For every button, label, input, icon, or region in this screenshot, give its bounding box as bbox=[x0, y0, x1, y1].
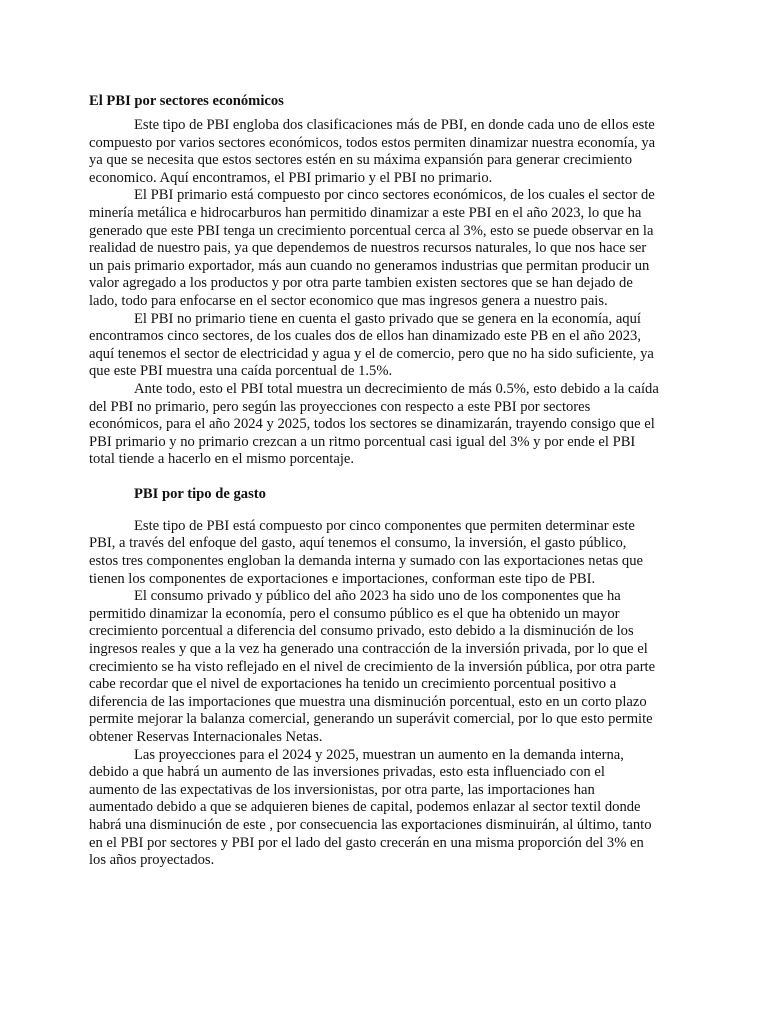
text-line: total tiende a hacerlo en el mismo porcentaje. bbox=[89, 451, 355, 468]
text-line: permite mejorar la balanza comercial, generando un superávit comercial, por lo que esto permite bbox=[89, 711, 653, 728]
text-line: Este tipo de PBI engloba dos clasificaciones más de PBI, en donde cada uno de ellos este bbox=[134, 117, 655, 133]
text-line: compuesto por varios sectores económicos, todos estos permiten dinamizar nuestra economía, ya bbox=[89, 134, 656, 151]
text-line: los años proyectados. bbox=[89, 852, 215, 869]
text-line: economico. Aquí encontramos, el PBI primario y el PBI no primario. bbox=[89, 169, 493, 186]
text-line: aquí tenemos el sector de electricidad y agua y el de comercio, pero que no ha sido suficiente, ya bbox=[89, 345, 654, 362]
text-line: realidad de nuestro pais, ya que dependemos de nuestros recursos naturales, lo que nos hace ser bbox=[89, 240, 647, 257]
text-line: habrá una disminución de este , por consecuencia las exportaciones disminuirán, al último, tanto bbox=[89, 816, 652, 833]
text-line: económicos, para el año 2024 y 2025, todos los sectores se dinamizarán, trayendo consigo que el bbox=[89, 416, 655, 433]
paragraph-intro-sectores bbox=[89, 117, 681, 187]
text-line: El consumo privado y público del año 2023 ha sido uno de los componentes que ha bbox=[134, 588, 621, 605]
text-line: Este tipo de PBI está compuesto por cinco componentes que permiten determinar este bbox=[134, 517, 635, 534]
text-line: El PBI primario está compuesto por cinco sectores económicos, de los cuales el sector de bbox=[134, 187, 655, 204]
text-line: un pais primario exportador, más aun cuando no generamos industrias que permitan producir un bbox=[89, 257, 650, 274]
text-line: PBI primario y no primario crezcan a un ritmo porcentual casi igual del 3% y por ende el PBI bbox=[89, 433, 636, 450]
text-line: cabe recordar que el nivel de exportaciones ha tenido un crecimiento porcentual positivo a bbox=[89, 676, 617, 693]
text-line: El PBI no primario tiene en cuenta el gasto privado que se genera en la economía, aquí bbox=[134, 310, 641, 327]
text-line: estos tres componentes engloban la demanda interna y sumado con las exportaciones netas que bbox=[89, 553, 643, 570]
paragraph-pbi-total bbox=[89, 381, 681, 469]
text-line: PBI, a través del enfoque del gasto, aquí tenemos el consumo, la inversión, el gasto público, bbox=[89, 535, 627, 552]
section-heading-gasto: PBI por tipo de gasto bbox=[134, 485, 266, 502]
text-line: Ante todo, esto el PBI total muestra un decrecimiento de más 0.5%, esto debido a la caída bbox=[134, 380, 659, 397]
text-line: debido a que habrá un aumento de las inversiones privadas, esto esta influenciado con el bbox=[89, 764, 605, 781]
text-line: diferencia de las importaciones que muestra una disminución porcentual, esto en un corto plazo bbox=[89, 693, 647, 710]
text-line: crecimiento se ha visto reflejado en el nivel de crecimiento de la inversión pública, por otra parte bbox=[89, 658, 656, 675]
text-line: ya que se necesita que estos sectores estén en su máxima expansión para generar crecimiento bbox=[89, 152, 632, 169]
text-line: crecimiento porcentual a diferencia del consumo privado, esto debido a la disminución de los bbox=[89, 623, 634, 640]
text-line: minería metálica e hidrocarburos han permitido dinamizar a este PBI en el año 2023, lo que ha bbox=[89, 204, 642, 221]
text-line: generado que este PBI tenga un crecimiento porcentual cerca al 3%, esto se puede observar en la bbox=[89, 222, 654, 239]
text-line: que este PBI muestra una caída porcentual de 1.5%. bbox=[89, 363, 393, 380]
text-line: encontramos cinco sectores, de los cuales dos de ellos han dinamizado este PB en el año 2023, bbox=[89, 328, 641, 345]
text-line: del PBI no primario, pero según las proyecciones con respecto a este PBI por sectores bbox=[89, 398, 591, 415]
document-body bbox=[89, 92, 681, 870]
text-line: ingresos reales y que a la vez ha generado una contracción de la inversión privada, por lo que el bbox=[89, 641, 648, 658]
section-heading-sectores: El PBI por sectores económicos bbox=[89, 93, 284, 109]
text-line: permitido dinamizar la economía, pero el consumo público es el que ha obtenido un mayor bbox=[89, 605, 620, 622]
text-line: tienen los componentes de exportaciones e importaciones, conforman este tipo de PBI. bbox=[89, 570, 596, 587]
text-line: lado, todo para enfocarse en el sector economico que mas ingresos genera a nuestro pais. bbox=[89, 292, 608, 309]
paragraph-intro-gasto bbox=[89, 518, 681, 588]
paragraph-proyecciones bbox=[89, 747, 681, 870]
text-line: aumentado debido a que se adquieren bienes de capital, podemos enlazar al sector textil donde bbox=[89, 799, 641, 816]
text-line: Las proyecciones para el 2024 y 2025, muestran un aumento en la demanda interna, bbox=[134, 746, 624, 763]
text-line: obtener Reservas Internacionales Netas. bbox=[89, 729, 323, 745]
text-line: valor agregado a los productos y por otra parte tambien existen sectores que se han dejado de bbox=[89, 275, 633, 292]
paragraph-consumo bbox=[89, 588, 681, 746]
paragraph-pbi-no-primario bbox=[89, 311, 681, 381]
paragraph-pbi-primario bbox=[89, 187, 681, 310]
text-line: aumento de las expectativas de los inversionistas, por otra parte, las importaciones han bbox=[89, 781, 595, 798]
text-line: en el PBI por sectores y PBI por el lado del gasto crecerán en una misma proporción del 3% en bbox=[89, 834, 644, 851]
